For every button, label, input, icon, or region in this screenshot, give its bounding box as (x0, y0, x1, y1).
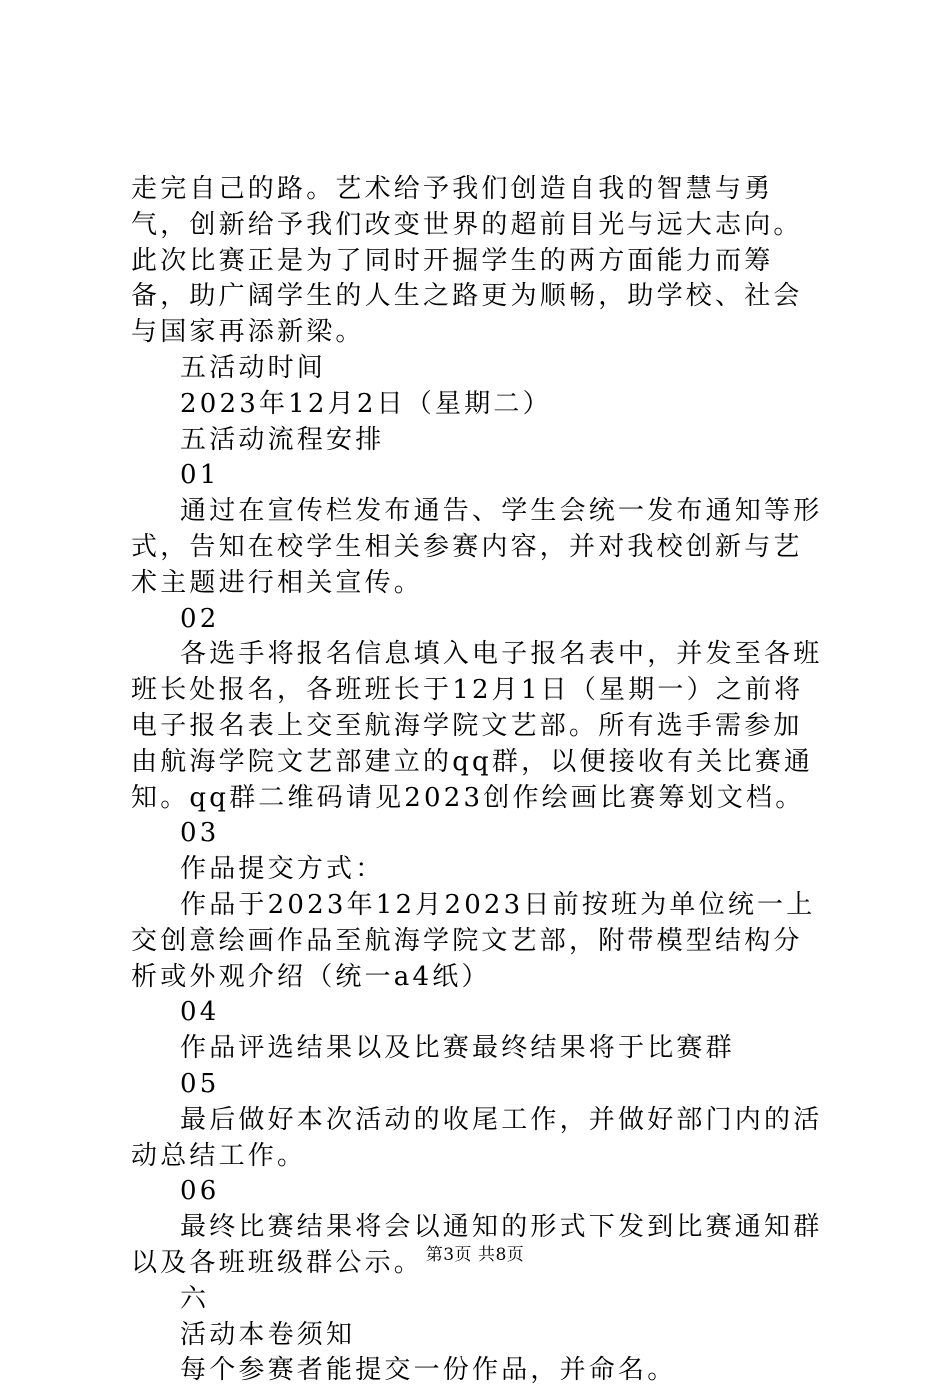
note-text: 每个参赛者能提交一份作品，并命名。 (180, 1355, 677, 1386)
step-text-05: 最后做好本次活动的收尾工作，并做好部门内的活动总结工作。 (131, 1104, 823, 1171)
heading-activity-notes: 活动本卷须知 (180, 1319, 356, 1350)
step-text-03: 作品于2023年12月2023日前按班为单位统一上交创意绘画作品至航海学院文艺部，附带模型结构分析或外观介绍（统一a4纸） (131, 889, 816, 992)
step-title-03: 作品提交方式： (180, 854, 385, 885)
step-number-01: 01 (180, 460, 220, 491)
step-text-01: 通过在宣传栏发布通告、学生会统一发布通知等形式，告知在校学生相关参赛内容，并对我校创新与艺术主题进行相关宣传。 (131, 496, 823, 598)
step-number-05: 05 (180, 1068, 220, 1099)
step-text-06: 最终比赛结果将会以通知的形式下发到比赛通知群以及各班班级群公示。 (131, 1212, 823, 1278)
heading-activity-time: 五活动时间 (180, 352, 327, 383)
activity-date: 2023年12月2日（星期二） (180, 388, 552, 419)
step-number-06: 06 (180, 1176, 220, 1207)
section-number-six: 六 (180, 1283, 210, 1314)
heading-activity-schedule: 五活动流程安排 (180, 424, 385, 455)
page-footer: 第3页 共8页 (425, 1245, 525, 1265)
step-text-02: 各选手将报名信息填入电子报名表中，并发至各班班长处报名，各班班长于12月1日（星期一）之前将电子报名表上交至航海学院文艺部。所有选手需参加由航海学院文艺部建立的qq群，以便接收有关比赛通知。qq群二维码请见2023创作绘画比赛筹划文档。 (131, 639, 823, 813)
paragraph-intro-continuation: 走完自己的路。艺术给予我们创造自我的智慧与勇气，创新给予我们改变世界的超前目光与远大志向。此次比赛正是为了同时开掘学生的两方面能力而筹备，助广阔学生的人生之路更为顺畅，助学校、社会与国家再添新梁。 (131, 174, 803, 348)
document-body (131, 172, 831, 1389)
step-text-04: 作品评选结果以及比赛最终结果将于比赛群 (180, 1033, 735, 1064)
step-number-03: 03 (180, 818, 220, 849)
step-number-04: 04 (180, 997, 220, 1028)
step-number-02: 02 (180, 603, 220, 634)
